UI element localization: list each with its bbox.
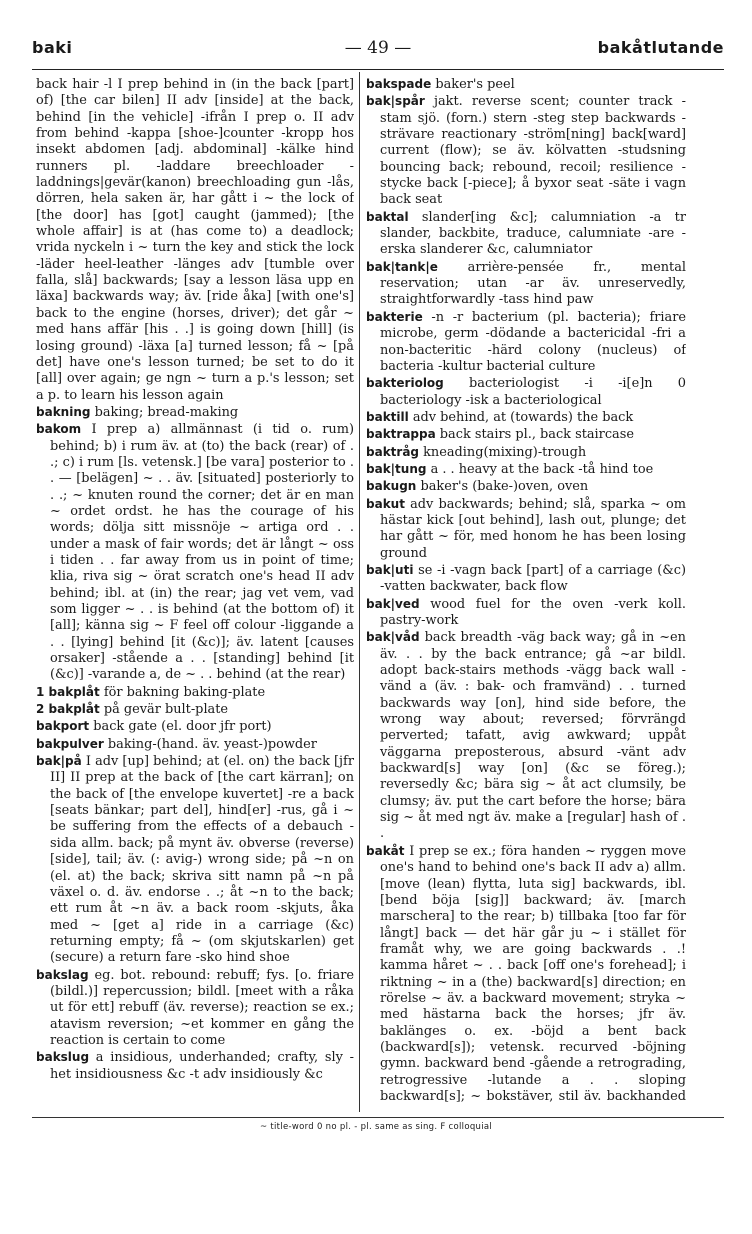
entry-headword: bakport xyxy=(36,719,90,734)
entry-headword: baktal xyxy=(366,209,409,224)
entry-headword: bak|våd xyxy=(366,630,420,645)
entry-text: kneading(mixing)-trough xyxy=(419,444,587,460)
dictionary-entry xyxy=(366,562,686,596)
entry-text: bacteriologist -i -i[e]n 0 bacteriology -isk a bacteriological xyxy=(380,376,686,408)
dictionary-entry xyxy=(36,1049,354,1083)
entry-headword: baktrappa xyxy=(366,427,436,442)
entry-text: för bakning baking-plate xyxy=(99,684,266,700)
footer-rule xyxy=(32,1117,724,1118)
dictionary-entry xyxy=(366,629,686,842)
page-header xyxy=(32,38,724,64)
entry-headword: bak|ved xyxy=(366,596,420,611)
dictionary-entry xyxy=(366,478,686,495)
dictionary-entry xyxy=(366,496,686,562)
entry-text: back gate (el. door jfr port) xyxy=(89,719,272,735)
entry-text: a . . heavy at the back -tå hind toe xyxy=(426,461,654,477)
entry-text: baker's peel xyxy=(431,77,515,92)
dictionary-entry xyxy=(366,461,686,478)
entry-text: jakt. reverse scent; counter track -stam sjö. (forn.) stern -steg step backwards -strävare reactionary -ström[ning] back[ward] current (flow); se äv. kölvatten -studsning bouncing back; rebound, recoil; resilience -stycke back [-piece]; å byxor seat -säte i vagn back seat xyxy=(380,94,686,208)
guide-word-left: baki xyxy=(32,38,73,57)
entry-headword: bak|uti xyxy=(366,562,414,577)
entry-headword: bakterie xyxy=(366,309,423,324)
entry-text: arrière-pensée fr., mental reservation; utan -ar äv. unreservedly, straightforwardly -tass hind paw xyxy=(380,259,686,308)
dictionary-entry xyxy=(36,701,354,718)
entry-headword: bakugn xyxy=(366,479,417,494)
entry-text: adv behind, at (towards) the back xyxy=(408,409,634,425)
entry-headword: bak|tung xyxy=(366,461,427,476)
entry-text: på gevär bult-plate xyxy=(99,702,229,718)
entry-headword: bakslug xyxy=(36,1050,90,1065)
entry-headword: bakspade xyxy=(366,77,432,91)
entry-text: back breadth -väg back way; gå in ~en äv. . . by the back entrance; gå ~ar bildl. adopt back-stairs methods -vägg back wall -vänd a (äv. : bak- och framvänd) . . turned backwards way [on], hind side before, the wrong way about; reversed; förvrängd perverted; tafatt, avig awkward; uppåt väggarna preposterous, absurd -vänt adv backward[s] way [on] (&c se föreg.); reversedly &c; bära sig ~ åt act clumsily, be clumsy; äv. put the cart before the horse; bära sig ~ åt med ngt äv. make a [regular] hash of . . xyxy=(380,630,686,842)
dictionary-entry xyxy=(366,843,686,1106)
dictionary-entry xyxy=(36,718,354,735)
entry-text: eg. bot. rebound: rebuff; fys. [o. friare (bildl.)] repercussion; bildl. [meet with a råka ut för ett] rebuff (äv. reverse); reaction se ex.; atavism reversion; ~et kommer en gång the reaction is certain to come xyxy=(50,967,354,1048)
dictionary-entry xyxy=(366,375,686,409)
entry-text: baking; bread-making xyxy=(90,404,239,420)
dictionary-entry xyxy=(36,684,354,701)
entry-headword: baktråg xyxy=(366,444,420,459)
entry-text: se -i -vagn back [part] of a carriage (&c) -vatten backwater, back flow xyxy=(380,562,686,595)
left-column xyxy=(36,76,354,1106)
entry-headword: 1 bakplåt xyxy=(36,684,100,699)
dictionary-entry xyxy=(366,76,686,93)
entry-headword: bak|på xyxy=(36,754,82,769)
header-rule xyxy=(32,69,724,70)
page-number: — 49 — xyxy=(344,38,412,58)
dictionary-entry xyxy=(366,426,686,443)
entry-headword: bakteriolog xyxy=(366,376,444,391)
entry-text: adv backwards; behind; slå, sparka ~ om hästar kick [out behind], lash out, plunge; det har gått ~ för, med honom he has been losing ground xyxy=(380,496,686,561)
dictionary-entry xyxy=(366,596,686,630)
entry-headword: bak|spår xyxy=(366,94,425,109)
entry-headword: bakåt xyxy=(366,843,405,858)
dictionary-entry xyxy=(36,967,354,1050)
entry-text: wood fuel for the oven -verk koll. pastry-work xyxy=(380,596,686,628)
entry-headword: baktill xyxy=(366,409,409,424)
entry-text: baker's (bake-)oven, oven xyxy=(416,479,589,495)
entry-text: back stairs pl., back staircase xyxy=(435,427,634,443)
entry-text: slander[ing &c]; calumniation -a tr slander, backbite, traduce, calumniate -are -erska slanderer &c, calumniator xyxy=(380,209,686,258)
dictionary-entry xyxy=(36,736,354,753)
entry-text: I prep se ex.; föra handen ~ ryggen move one's hand to behind one's back II adv a) allm. [move (lean) flytta, luta sig] backwards, ibl. [bend böja [sig]] backward; äv. [march marschera] to the rear; b) tillbaka [too far för långt] back — det här går ju ~ i stället för framåt why, we are going backwards . .! kamma håret ~ . . back [off one's forehead]; i riktning ~ in a (the) backward[s] direction; en rörelse ~ äv. a backward movement; stryka ~ med hästarna back the horses; jfr äv. baklänges o. ex. -böjd a bent back (backward[s]); vetensk. recurved -böjning gymn. backward bend -gående a retrograding, retrogressive -lutande a . . sloping backward[s]; ~ bokstäver, stil äv. backhanded xyxy=(380,843,686,1104)
entry-headword: 2 bakplåt xyxy=(36,702,100,717)
entry-headword: bakslag xyxy=(36,967,89,982)
dictionary-entry xyxy=(366,409,686,426)
entry-text: a insidious, underhanded; crafty, sly -het insidiousness &c -t adv insidiously &c xyxy=(50,1050,354,1082)
guide-word-right: bakåtlutande xyxy=(597,38,724,57)
entry-headword: bakning xyxy=(36,404,91,419)
right-column xyxy=(366,76,686,1106)
column-divider xyxy=(359,72,360,1112)
entry-text: I adv [up] behind; at (el. on) the back [jfr II] II prep at the back of [the cart kärran]; on the back of [the envelope kuvertet] -re a back [seats bänkar; part del], hind[er] -rus, gå i ~ be suffering from the effects of a debauch -sida allm. back; på mynt äv. obverse (reverse) [side], tail; äv. (: avig-) wrong side; på ~n on (el. at) the back; skriva sitt namn på ~n på växel o. d. äv. endorse . .; åt ~n to the back; ett rum åt ~n äv. a back room -skjuts, åka med ~ [get a] ride in a carriage (&c) returning empty; få ~ (om skjutskarlen) get (secure) a return fare -sko hind shoe xyxy=(50,754,354,966)
dictionary-entry xyxy=(36,421,354,684)
entry-text: back hair -l I prep behind in (in the back [part] of) [the car bilen] II adv [inside] at the back, behind [in the vehicle] -ifrån I prep o. II adv from behind -kappa [shoe-]counter -kropp hos insekt abdomen [adj. abdominal] -kälke hind runners pl. -laddare breechloader -laddnings|gevär(kanon) breechloading gun -lås, dörren, hela saken är, har gått i ~ the lock of [the door] has [got] caught (jammed); [the whole affair] is at (has come to) a deadlock; vrida nyckeln i ~ turn the key and stick the lock -läder heel-leather -länges adv [tumble over falla, slå] backwards; [say a lesson läsa upp en läxa] backwards way; äv. [ride åka] [with one's] back to the engine (horses, driver); det går ~ med hans affär [his . .] is going down [hill] (is losing ground) -läxa [a] turned lesson; få ~ [på det] have one's lesson turned; be set to do it [all] over again; ge ngn ~ turn a p.'s lesson; set a p. to learn his lesson again xyxy=(36,77,354,403)
entry-headword: bakut xyxy=(366,496,405,511)
dictionary-entry xyxy=(366,444,686,461)
entry-headword: bakpulver xyxy=(36,736,104,751)
dictionary-entry xyxy=(366,259,686,309)
entry-headword: bak|tank|e xyxy=(366,259,438,274)
entry-text: -n -r bacterium (pl. bacteria); friare microbe, germ -dödande a bactericidal -fri a non-bacteritic -härd colony (nucleus) of bacteria -kultur bacterial culture xyxy=(380,309,686,374)
dictionary-entry xyxy=(36,404,354,421)
entry-headword: bakom xyxy=(36,422,82,437)
entry-text: baking-(hand. äv. yeast-)powder xyxy=(103,736,317,752)
footer-legend: ~ title-word 0 no pl. - pl. same as sing. F colloquial xyxy=(259,1122,493,1132)
entry-text: I prep a) allmännast (i tid o. rum) behind; b) i rum äv. at (to) the back (rear) of . .; c) i rum [ls. vetensk.] [be vara] posterior to . . — [belägen] ~ . . äv. [situated] posteriorly to . .; ~ knuten round the corner; det är en man ~ ordet ordst. he has the courage of his words; dölja sitt missnöje ~ artiga ord . . under a mask of fair words; det är långt ~ oss i tiden . . far away from us in point of time; klia, riva sig ~ örat scratch one's head II adv behind; ibl. at (in) the rear; jag vet vem, vad som ligger ~ . . is behind (at the bottom of) it [all]; känna sig ~ F feel off colour -liggande a . . [lying] behind [it (&c)]; äv. latent [causes orsaker] -stående a . . [standing] behind [it (&c)] -varande a, de ~ . . behind (at the rear) xyxy=(50,422,354,683)
dictionary-entry xyxy=(366,93,686,208)
dictionary-entry xyxy=(36,753,354,966)
dictionary-entry xyxy=(366,209,686,259)
dictionary-entry xyxy=(366,309,686,375)
dictionary-entry xyxy=(36,76,354,404)
